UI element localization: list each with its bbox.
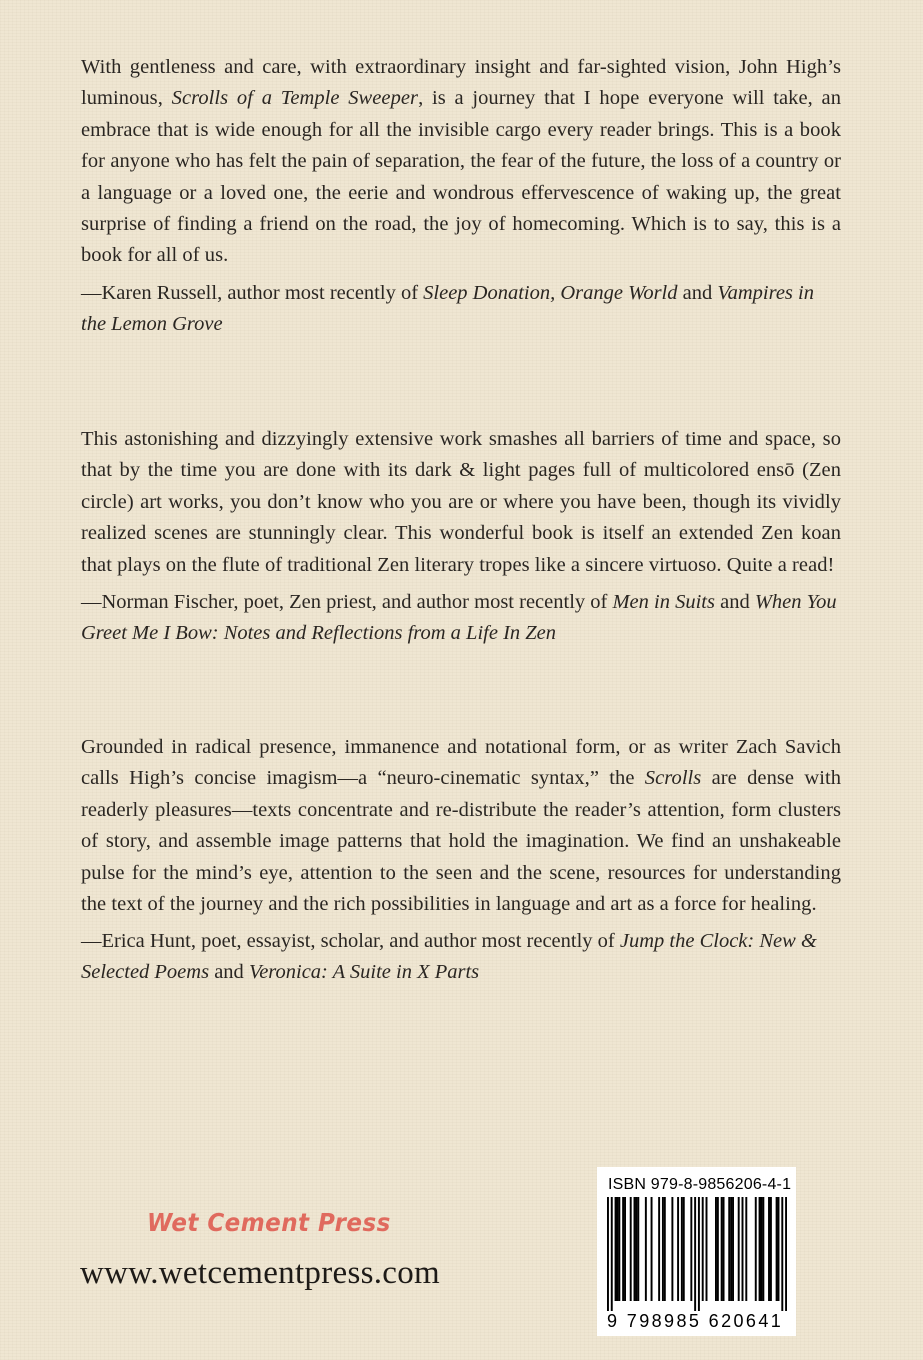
barcode-bar — [706, 1197, 708, 1301]
barcode-bar — [651, 1197, 653, 1301]
blurb-text: This astonishing and dizzyingly extensive work smashes all barriers of time and space, so that by the time you are done with its dark & light pages full of multicolored ensō (Zen circle) art works, you don’t know who you are or where you have been, though its vividly realized scenes are stunningly clear. This wonderful book is itself an extended Zen koan that plays on the flute of traditional Zen literary tropes like a sincere virtuoso. Quite a read! — [81, 428, 841, 576]
barcode-bar — [622, 1197, 624, 1301]
blurb-karen-russell — [81, 52, 841, 340]
barcode-bar — [730, 1197, 732, 1301]
barcode-bar — [732, 1197, 734, 1301]
blurb-text: Grounded in radical presence, immanence and notational form, or as writer Zach Savich calls High’s concise imagism—a “neuro-cinematic syntax,” the Scrolls are dense with readerly pleasures—texts concentrate and re-distribute the reader’s attention, form clusters of story, and assemble image patterns that hold the imagination. We find an unshakeable pulse for the mind’s eye, attention to the seen and the scene, resources for understanding the text of the journey and the rich possibilities in language and art as a force for healing. — [81, 736, 841, 916]
barcode-bar — [664, 1197, 666, 1301]
barcode-bar — [755, 1197, 757, 1301]
barcode-bar — [768, 1197, 770, 1301]
barcode-bar — [611, 1197, 613, 1311]
barcode-bar — [630, 1197, 632, 1301]
publisher-url[interactable]: www.wetcementpress.com — [80, 1255, 441, 1291]
barcode-bar — [683, 1197, 685, 1301]
barcode-bar — [776, 1197, 778, 1301]
barcode-bar — [645, 1197, 647, 1301]
isbn-barcode — [597, 1167, 796, 1336]
barcode-bar — [681, 1197, 683, 1301]
isbn-label: ISBN 979-8-9856206-4-1 — [608, 1176, 792, 1193]
barcode-bar — [615, 1197, 617, 1301]
barcode-bar — [721, 1197, 723, 1301]
barcode-bar — [624, 1197, 626, 1301]
barcode-bar — [715, 1197, 717, 1301]
barcode-bar — [745, 1197, 747, 1301]
blurb-norman-fischer — [81, 424, 841, 649]
barcode-digits: 9 798985 620641 — [607, 1311, 784, 1331]
barcode-bar — [781, 1197, 783, 1311]
barcode-bar — [778, 1197, 780, 1301]
barcode-bar — [723, 1197, 725, 1301]
barcode-bar — [618, 1197, 620, 1301]
barcode-bar — [759, 1197, 761, 1301]
barcode-bar — [785, 1197, 787, 1311]
barcode-bar — [658, 1197, 660, 1301]
barcode-bar — [698, 1197, 700, 1311]
barcode-bar — [694, 1197, 696, 1311]
barcode-bar — [607, 1197, 609, 1311]
barcode-bar — [616, 1197, 618, 1301]
barcode-bar — [662, 1197, 664, 1301]
barcode-bar — [762, 1197, 764, 1301]
barcode-bar — [677, 1197, 679, 1301]
publisher-logo: Wet Cement Press — [147, 1208, 391, 1237]
barcode-bar — [635, 1197, 637, 1301]
barcode-bars — [607, 1197, 787, 1311]
barcode-bar — [690, 1197, 692, 1301]
blurb-attribution: —Norman Fischer, poet, Zen priest, and author most recently of Men in Suits and When You Greet Me I Bow: Notes and Reflections from a Life In Zen — [81, 591, 837, 645]
barcode-bar — [702, 1197, 704, 1301]
blurb-erica-hunt — [81, 732, 841, 988]
blurb-attribution: —Erica Hunt, poet, essayist, scholar, and author most recently of Jump the Clock: New & Selected Poems and Veronica: A Suite in X Parts — [81, 930, 817, 984]
barcode-bar — [717, 1197, 719, 1301]
barcode-bar — [760, 1197, 762, 1301]
blurb-text: With gentleness and care, with extraordinary insight and far-sighted vision, John High’s luminous, Scrolls of a Temple Sweeper, is a journey that I hope everyone will take, an embrace that is wide enough for all the invisible cargo every reader brings. This is a book for anyone who has felt the pain of separation, the fear of the future, the loss of a country or a language or a loved one, the eerie and wondrous effervescence of waking up, the great surprise of finding a friend on the road, the joy of homecoming. Which is to say, this is a book for all of us. — [81, 56, 841, 267]
barcode-bar — [728, 1197, 730, 1301]
barcode-bar — [671, 1197, 673, 1301]
barcode-bar — [770, 1197, 772, 1301]
barcode-bar — [738, 1197, 740, 1301]
barcode-bar — [634, 1197, 636, 1301]
barcode-bar — [637, 1197, 639, 1301]
blurb-attribution: —Karen Russell, author most recently of Sleep Donation, Orange World and Vampires in the Lemon Grove — [81, 281, 814, 335]
barcode-bar — [742, 1197, 744, 1301]
